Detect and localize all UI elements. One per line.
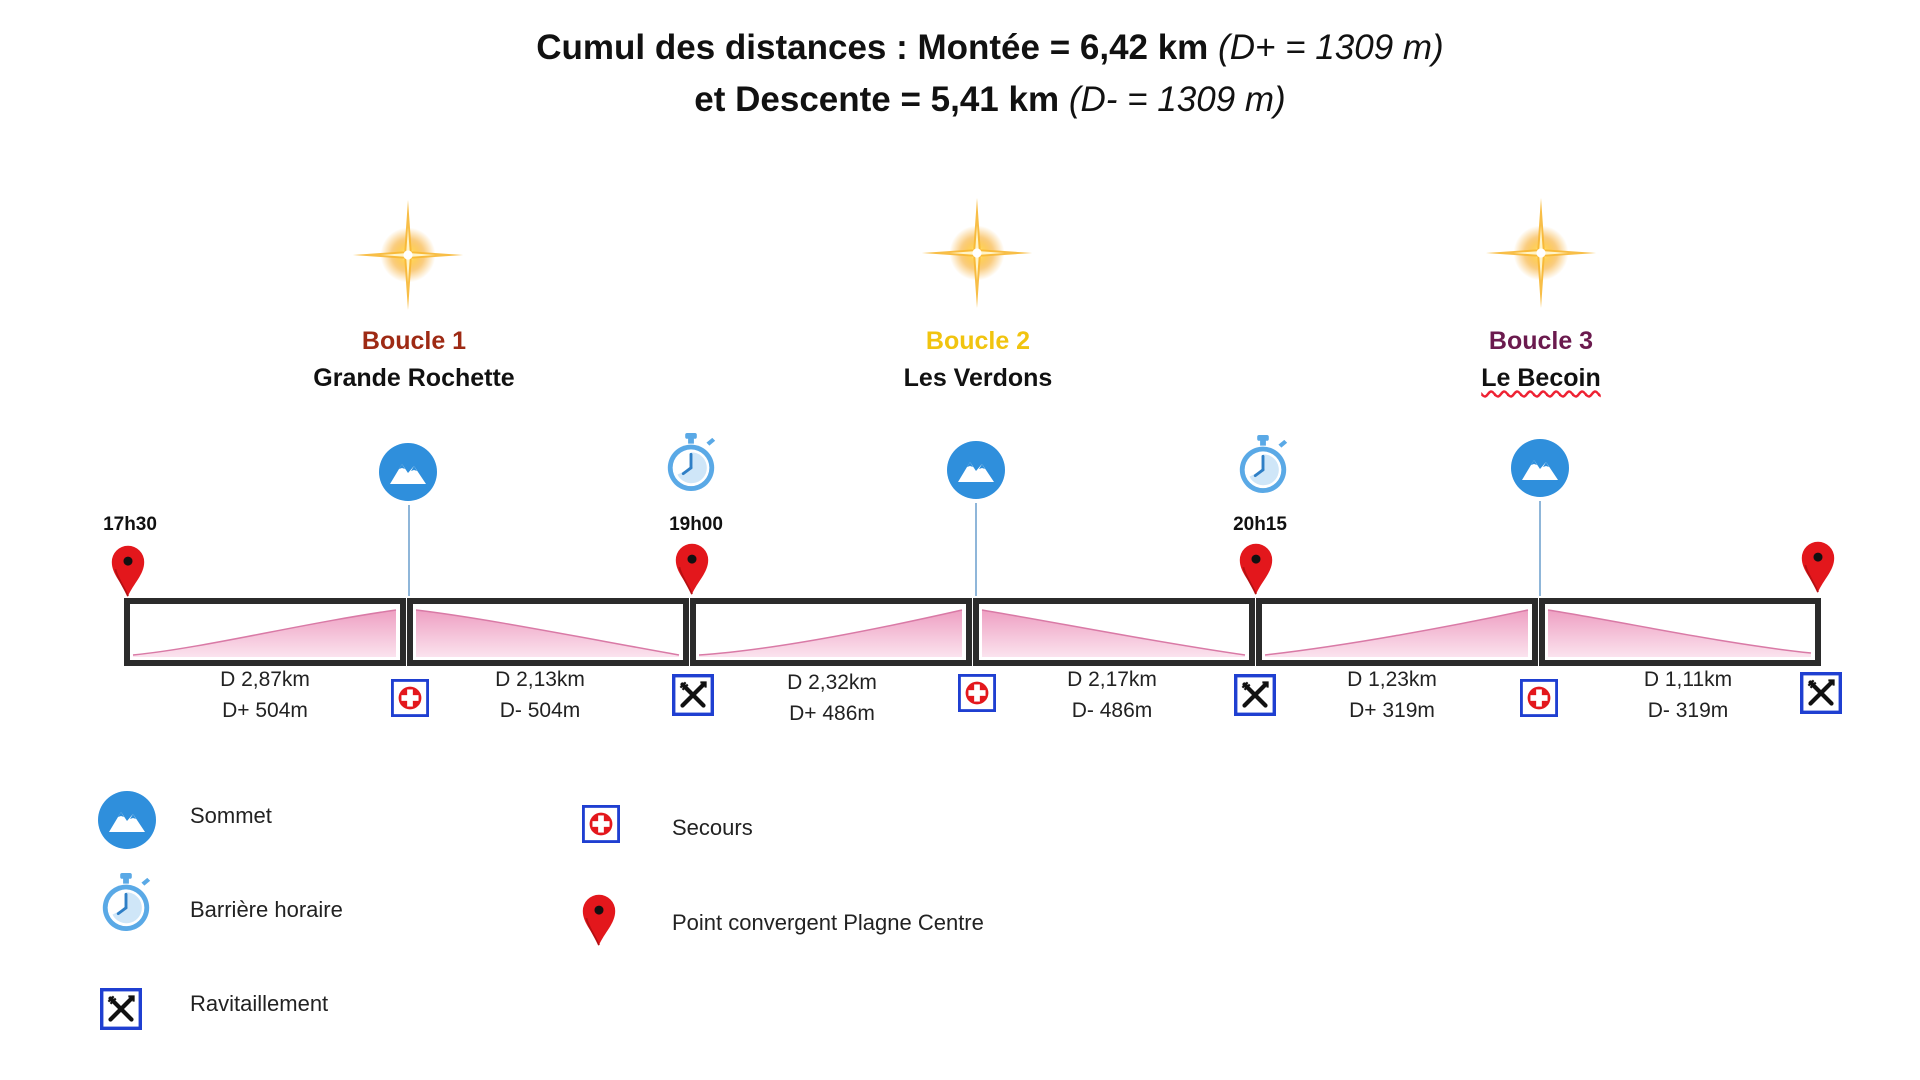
summit-connector — [1539, 501, 1541, 596]
descent-elevation: (D- = 1309 m) — [1068, 80, 1286, 119]
segment-distance: D 2,87km — [220, 668, 310, 691]
segment-3-label — [732, 667, 932, 729]
stopwatch-icon — [1234, 432, 1292, 496]
profile-segment-3 — [693, 601, 969, 663]
segment-elevation: D+ 486m — [789, 702, 875, 725]
legend-time-barrier-label: Barrière horaire — [190, 897, 343, 922]
sparkle-star-icon — [922, 188, 1032, 318]
mountain-icon — [378, 442, 438, 502]
legend-aid-station-label: Ravitaillement — [190, 991, 329, 1016]
fork-knife-icon — [1234, 674, 1276, 716]
ascent-total: Cumul des distances : Montée = 6,42 km — [536, 28, 1209, 67]
loop-2-name: Les Verdons — [903, 364, 1053, 392]
segment-elevation: D+ 504m — [222, 699, 308, 722]
first-aid-cross-icon — [391, 679, 429, 717]
summit-connector — [408, 505, 410, 596]
legend-first-aid-label: Secours — [672, 815, 753, 840]
legend-meeting-point-label: Point convergent Plagne Centre — [672, 910, 984, 935]
segment-1-label — [165, 664, 365, 726]
mountain-icon — [946, 440, 1006, 500]
segment-distance: D 1,11km — [1643, 668, 1733, 691]
ascent-elevation: (D+ = 1309 m) — [1218, 28, 1444, 67]
legend-mountain-icon — [97, 790, 157, 850]
elevation-profile-strip — [124, 598, 1824, 666]
legend-fork-knife-icon — [100, 988, 142, 1030]
profile-segment-4 — [976, 601, 1252, 663]
stopwatch-icon — [662, 430, 720, 494]
loop-3-title: Boucle 3 — [1488, 327, 1594, 355]
mountain-icon — [1510, 438, 1570, 498]
segment-distance: D 2,17km — [1067, 668, 1157, 691]
barrier-time-1: 19h00 — [669, 514, 723, 535]
segment-4-label — [1012, 664, 1212, 726]
segment-5-label — [1292, 664, 1492, 726]
first-aid-cross-icon — [1520, 679, 1558, 717]
summit-connector — [975, 503, 977, 596]
barrier-time-2: 20h15 — [1233, 514, 1287, 535]
legend-stopwatch-icon — [97, 870, 155, 934]
loop-1-title: Boucle 1 — [361, 327, 467, 355]
map-pin-icon — [1238, 542, 1274, 596]
segment-2-label — [440, 664, 640, 726]
legend-summit-label: Sommet — [190, 803, 272, 828]
start-time: 17h30 — [103, 514, 157, 535]
segment-distance: D 2,32km — [787, 671, 877, 694]
segment-distance: D 2,13km — [495, 668, 585, 691]
segment-elevation: D+ 319m — [1349, 699, 1435, 722]
segment-6-label — [1588, 664, 1788, 726]
loop-3-name: Le Becoin — [1481, 364, 1601, 392]
profile-segment-1 — [127, 601, 403, 663]
map-pin-icon — [110, 544, 146, 598]
loop-2-title: Boucle 2 — [925, 327, 1031, 355]
profile-segment-5 — [1259, 601, 1535, 663]
map-pin-icon — [674, 542, 710, 596]
legend-map-pin-icon — [581, 893, 617, 947]
segment-distance: D 1,23km — [1347, 668, 1437, 691]
profile-segment-2 — [410, 601, 686, 663]
legend-first-aid-cross-icon — [582, 805, 620, 843]
first-aid-cross-icon — [958, 674, 996, 712]
fork-knife-icon — [672, 674, 714, 716]
segment-elevation: D- 486m — [1071, 699, 1153, 722]
profile-segment-6 — [1542, 601, 1818, 663]
segment-elevation: D- 319m — [1647, 699, 1729, 722]
descent-total: et Descente = 5,41 km — [694, 80, 1060, 119]
segment-elevation: D- 504m — [499, 699, 581, 722]
summary-line-2 — [0, 80, 1920, 120]
fork-knife-icon — [1800, 672, 1842, 714]
summary-line-1 — [0, 28, 1920, 68]
loop-1-name: Grande Rochette — [313, 364, 515, 392]
sparkle-star-icon — [1486, 188, 1596, 318]
map-pin-icon — [1800, 540, 1836, 594]
sparkle-star-icon — [353, 190, 463, 320]
